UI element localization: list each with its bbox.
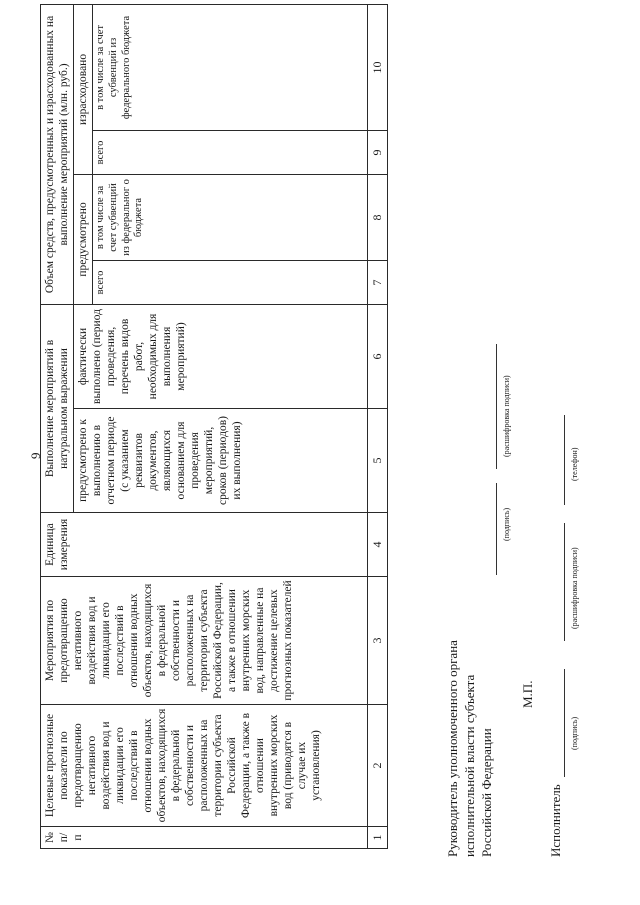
report-table bbox=[40, 4, 388, 849]
page-number: 9 bbox=[28, 452, 43, 459]
head-title-line: Российской Федерации bbox=[478, 728, 494, 857]
decoding-line bbox=[496, 344, 497, 469]
header-col-9: всего bbox=[93, 130, 368, 174]
column-number: 4 bbox=[368, 513, 388, 577]
column-number: 6 bbox=[368, 304, 388, 408]
header-col-8: в том числе за счет субвенций из федеральног о бюджета bbox=[93, 174, 368, 260]
executor-decoding-line bbox=[564, 523, 565, 641]
stamp-mark: М.П. bbox=[520, 680, 535, 708]
decoding-caption: (расшифровка подписи) bbox=[502, 375, 511, 457]
header-col-10: в том числе за счет субвенций из федерального бюджета bbox=[93, 4, 368, 130]
column-number: 3 bbox=[368, 577, 388, 705]
header-group-funds: Объем средств, предусмотренных и израсходованных на выполнение мероприятий (млн. руб.) bbox=[41, 4, 74, 304]
head-title-line: Руководитель уполномоченного органа bbox=[445, 640, 460, 857]
executor-signature-caption: (подпись) bbox=[570, 716, 579, 750]
phone-line bbox=[564, 415, 565, 505]
header-col-1: № п/п bbox=[41, 827, 368, 849]
head-title-line: исполнительной власти субъекта bbox=[461, 674, 477, 857]
column-number: 2 bbox=[368, 705, 388, 827]
header-sub-planned: предусмотрено bbox=[74, 174, 93, 304]
column-number: 1 bbox=[368, 827, 388, 849]
signature-line bbox=[496, 483, 497, 575]
executor-decoding-caption: (расшифровка подписи) bbox=[570, 547, 579, 629]
column-number: 9 bbox=[368, 130, 388, 174]
header-col-7: всего bbox=[93, 260, 368, 304]
header-sub-spent: израсходовано bbox=[74, 4, 93, 174]
head-title bbox=[445, 640, 496, 857]
column-number: 10 bbox=[368, 4, 388, 130]
column-number: 5 bbox=[368, 409, 388, 513]
column-number: 8 bbox=[368, 174, 388, 260]
header-col-2: Целевые прогнозные показатели по предотвращению негативного воздействия вод и ликвидации его последствий в отношении водных объектов, находящихся в федеральной собственности и расположенных на территории субъекта Российской Федерации, а также в отношении внутренних морских вод (приводятся в случае их установления) bbox=[41, 705, 368, 827]
header-col-5: предусмотрено к выполнению в отчетном периоде (с указанием реквизитов документов, являющихся основанием для проведения мероприятий, сроков (периодов) их выполнения) bbox=[74, 409, 368, 513]
header-col-4: Единица измерения bbox=[41, 513, 368, 577]
header-col-6: фактически выполнено (период проведения, перечень видов работ, необходимых для выполнения мероприятий) bbox=[74, 304, 368, 408]
header-col-3: Мероприятия по предотвращению негативного воздействия вод и ликвидации его последствий в отношении водных объектов, находящихся в федеральной собственности и расположенных на территории субъекта Российской Федерации, а также в отношении внутренних морских вод, направленные на достижение целевых прогнозных показателей bbox=[41, 577, 368, 705]
column-number: 7 bbox=[368, 260, 388, 304]
column-number-row bbox=[368, 4, 388, 848]
phone-caption: (телефон) bbox=[570, 447, 579, 481]
header-row-1 bbox=[41, 4, 74, 848]
executor-label: Исполнитель bbox=[548, 784, 563, 857]
executor-signature-line bbox=[564, 669, 565, 777]
header-group-execution: Выполнение мероприятий в натуральном выражении bbox=[41, 304, 74, 512]
signature-caption: (подпись) bbox=[502, 507, 511, 541]
